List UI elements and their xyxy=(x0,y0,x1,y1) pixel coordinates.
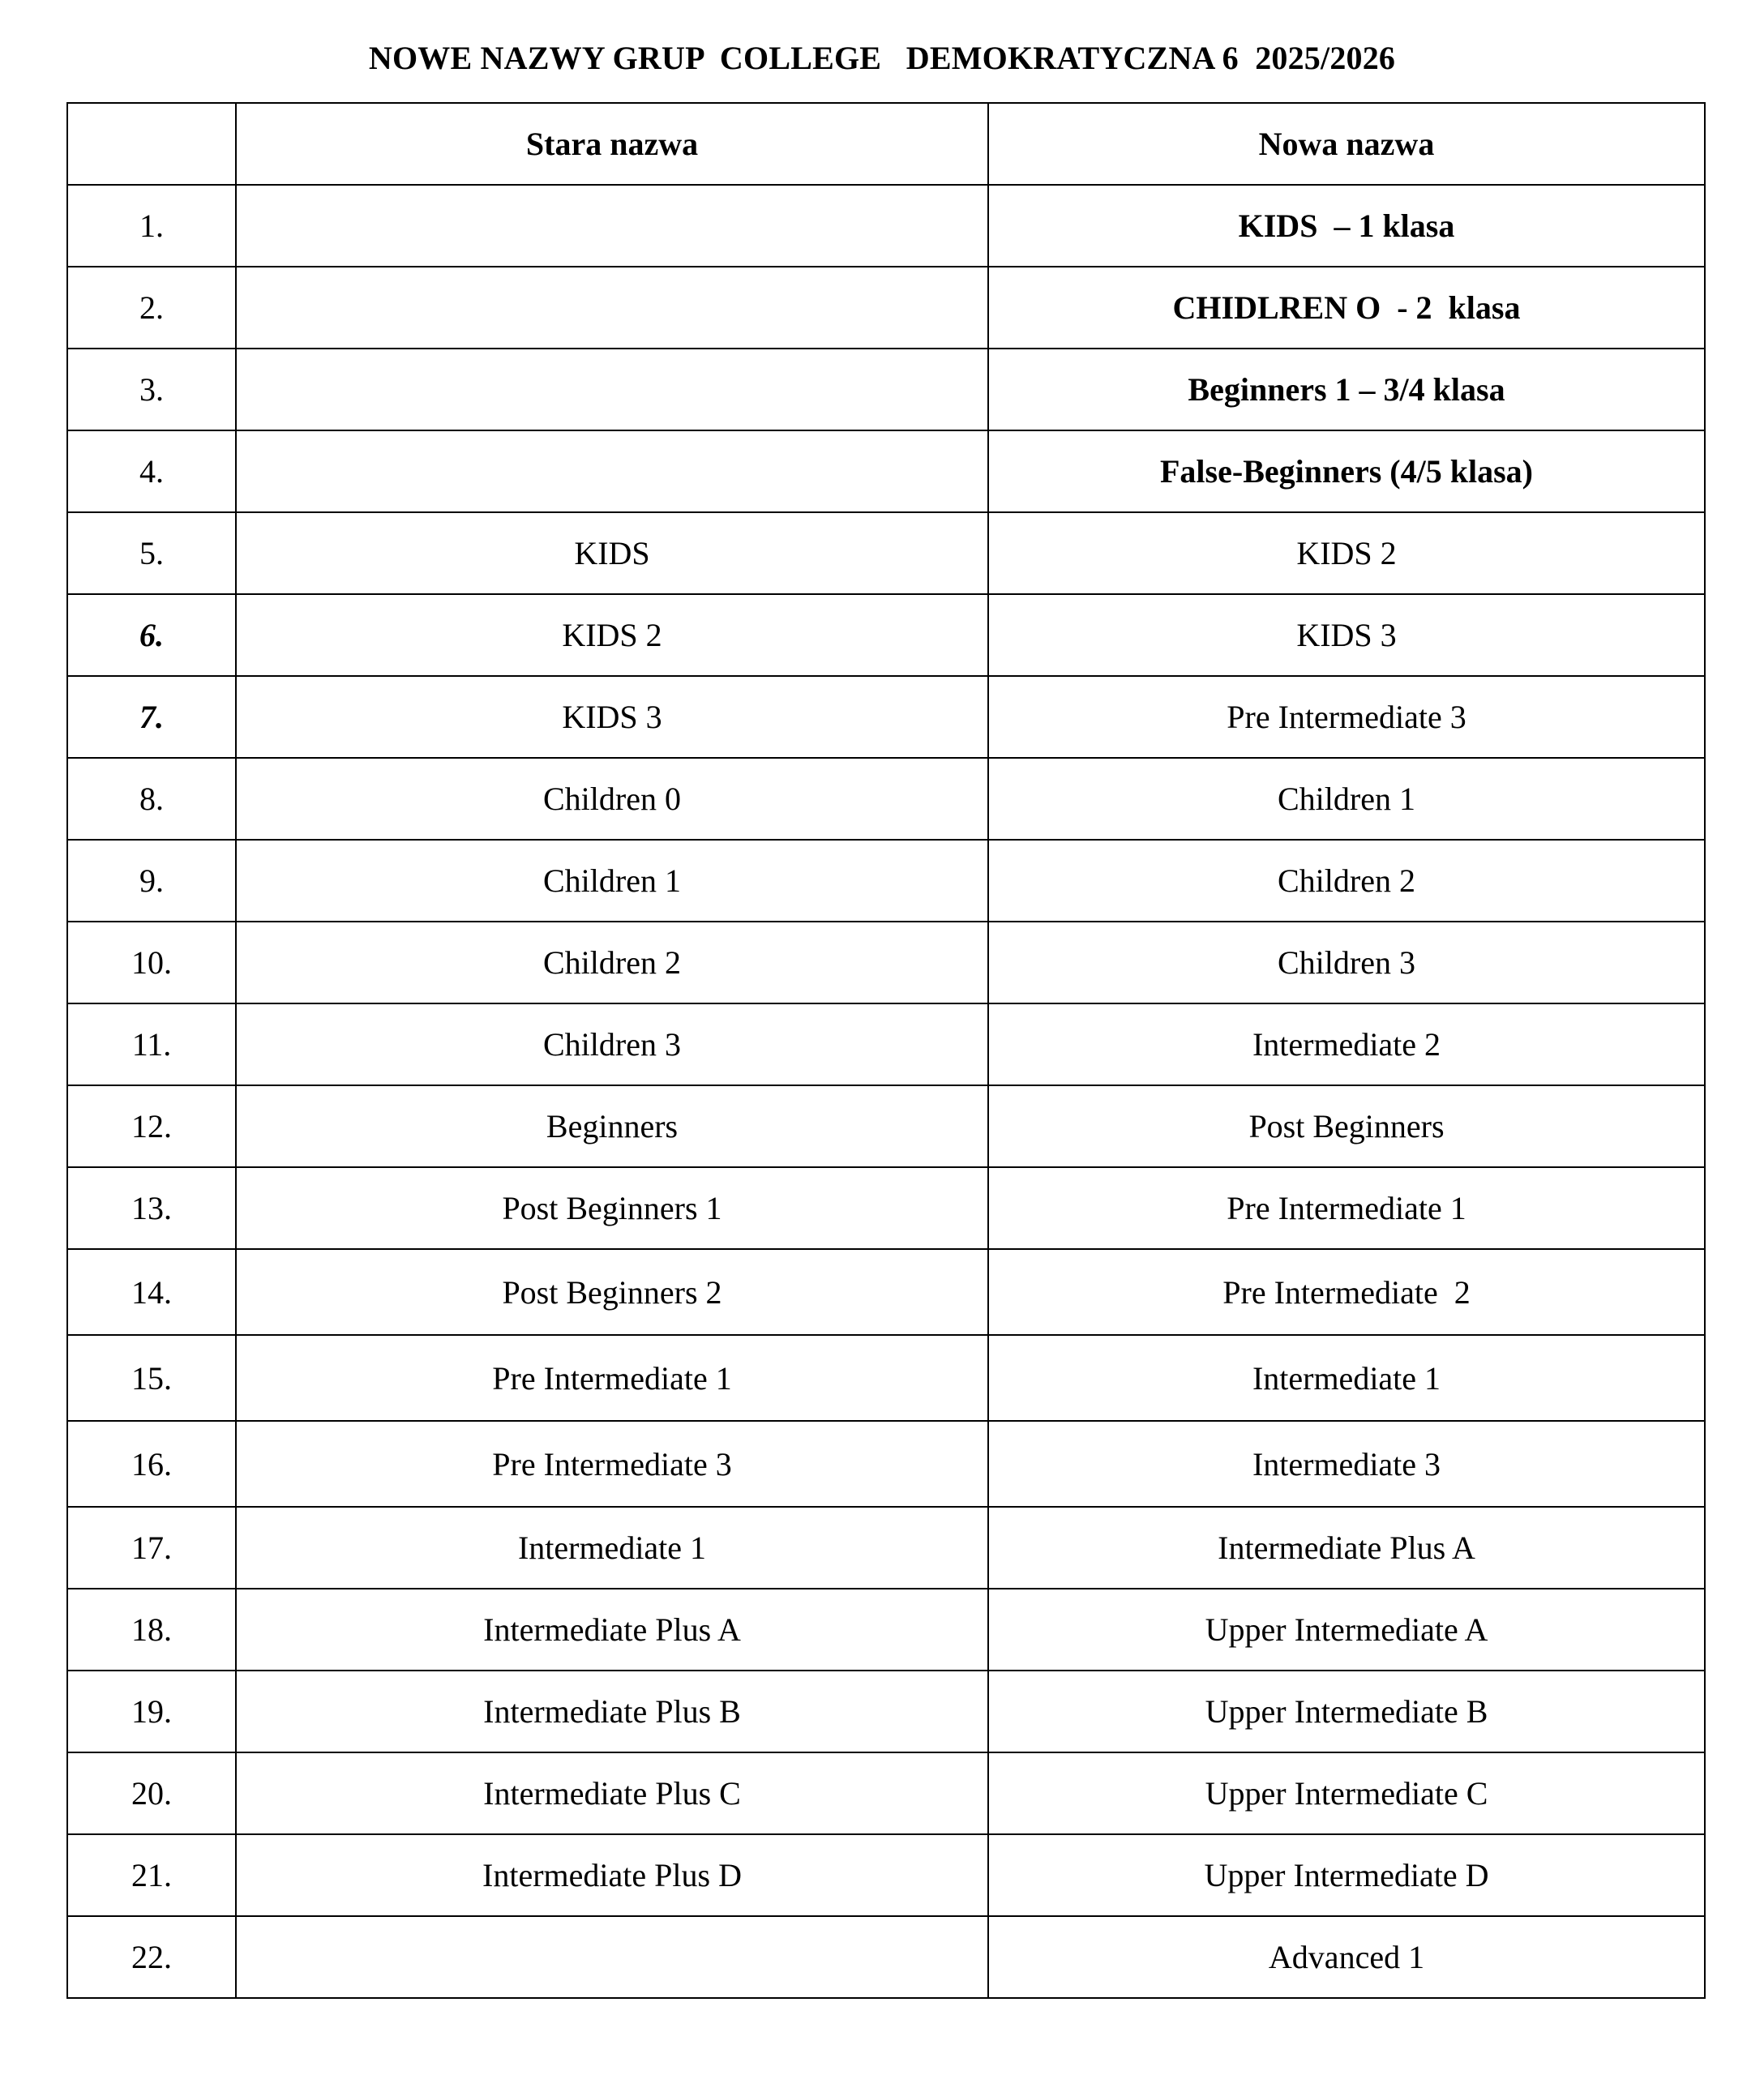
table-row xyxy=(67,512,1705,594)
new-name-cell: Intermediate 3 xyxy=(988,1421,1705,1507)
new-name-cell: Children 2 xyxy=(988,840,1705,922)
table-row xyxy=(67,922,1705,1003)
table-header-row xyxy=(67,103,1705,185)
table-row xyxy=(67,1589,1705,1671)
row-number: 22. xyxy=(67,1916,236,1998)
header-number xyxy=(67,103,236,185)
table-row xyxy=(67,840,1705,922)
table-row xyxy=(67,758,1705,840)
table-body xyxy=(67,103,1705,1998)
row-number: 1. xyxy=(67,185,236,267)
row-number: 17. xyxy=(67,1507,236,1589)
group-names-table xyxy=(66,102,1706,1999)
old-name-cell: KIDS 2 xyxy=(236,594,988,676)
table-row xyxy=(67,349,1705,430)
new-name-cell: Upper Intermediate A xyxy=(988,1589,1705,1671)
new-name-cell: Upper Intermediate B xyxy=(988,1671,1705,1752)
new-name-cell: Post Beginners xyxy=(988,1085,1705,1167)
row-number: 16. xyxy=(67,1421,236,1507)
table-row xyxy=(67,185,1705,267)
new-name-cell: Pre Intermediate 1 xyxy=(988,1167,1705,1249)
old-name-cell: Children 3 xyxy=(236,1003,988,1085)
row-number: 5. xyxy=(67,512,236,594)
table-row xyxy=(67,1003,1705,1085)
table-row xyxy=(67,1671,1705,1752)
table-row xyxy=(67,267,1705,349)
row-number: 8. xyxy=(67,758,236,840)
new-name-cell: Pre Intermediate 3 xyxy=(988,676,1705,758)
header-new-name: Nowa nazwa xyxy=(988,103,1705,185)
table-row xyxy=(67,1421,1705,1507)
old-name-cell: KIDS 3 xyxy=(236,676,988,758)
new-name-cell: Children 3 xyxy=(988,922,1705,1003)
row-number: 13. xyxy=(67,1167,236,1249)
table-row xyxy=(67,594,1705,676)
row-number: 9. xyxy=(67,840,236,922)
row-number: 20. xyxy=(67,1752,236,1834)
row-number: 19. xyxy=(67,1671,236,1752)
row-number: 18. xyxy=(67,1589,236,1671)
row-number: 14. xyxy=(67,1249,236,1335)
old-name-cell: Intermediate Plus D xyxy=(236,1834,988,1916)
old-name-cell: Pre Intermediate 3 xyxy=(236,1421,988,1507)
row-number: 15. xyxy=(67,1335,236,1421)
row-number: 21. xyxy=(67,1834,236,1916)
table-row xyxy=(67,1167,1705,1249)
new-name-cell: Advanced 1 xyxy=(988,1916,1705,1998)
old-name-cell xyxy=(236,349,988,430)
table-row xyxy=(67,1834,1705,1916)
old-name-cell: Intermediate Plus A xyxy=(236,1589,988,1671)
old-name-cell: Children 1 xyxy=(236,840,988,922)
new-name-cell: CHIDLREN O - 2 klasa xyxy=(988,267,1705,349)
table-row xyxy=(67,1507,1705,1589)
new-name-cell: Intermediate 1 xyxy=(988,1335,1705,1421)
old-name-cell xyxy=(236,430,988,512)
new-name-cell: Beginners 1 – 3/4 klasa xyxy=(988,349,1705,430)
old-name-cell: Pre Intermediate 1 xyxy=(236,1335,988,1421)
row-number: 10. xyxy=(67,922,236,1003)
old-name-cell: Children 0 xyxy=(236,758,988,840)
table-row xyxy=(67,430,1705,512)
document-title: NOWE NAZWY GRUP COLLEGE DEMOKRATYCZNA 6 2025/2026 xyxy=(368,40,1396,76)
table-row xyxy=(67,1752,1705,1834)
table-row xyxy=(67,676,1705,758)
old-name-cell xyxy=(236,185,988,267)
row-number: 7. xyxy=(67,676,236,758)
new-name-cell: Intermediate Plus A xyxy=(988,1507,1705,1589)
row-number: 3. xyxy=(67,349,236,430)
new-name-cell: KIDS – 1 klasa xyxy=(988,185,1705,267)
new-name-cell: KIDS 2 xyxy=(988,512,1705,594)
old-name-cell: Beginners xyxy=(236,1085,988,1167)
old-name-cell: Intermediate 1 xyxy=(236,1507,988,1589)
table-row xyxy=(67,1249,1705,1335)
row-number: 2. xyxy=(67,267,236,349)
old-name-cell xyxy=(236,1916,988,1998)
new-name-cell: Pre Intermediate 2 xyxy=(988,1249,1705,1335)
old-name-cell xyxy=(236,267,988,349)
row-number: 6. xyxy=(67,594,236,676)
row-number: 4. xyxy=(67,430,236,512)
old-name-cell: Post Beginners 2 xyxy=(236,1249,988,1335)
new-name-cell: KIDS 3 xyxy=(988,594,1705,676)
new-name-cell: Children 1 xyxy=(988,758,1705,840)
table-row xyxy=(67,1085,1705,1167)
old-name-cell: Intermediate Plus C xyxy=(236,1752,988,1834)
old-name-cell: KIDS xyxy=(236,512,988,594)
table-row xyxy=(67,1916,1705,1998)
table-row xyxy=(67,1335,1705,1421)
new-name-cell: Upper Intermediate D xyxy=(988,1834,1705,1916)
row-number: 12. xyxy=(67,1085,236,1167)
new-name-cell: Intermediate 2 xyxy=(988,1003,1705,1085)
row-number: 11. xyxy=(67,1003,236,1085)
old-name-cell: Post Beginners 1 xyxy=(236,1167,988,1249)
old-name-cell: Intermediate Plus B xyxy=(236,1671,988,1752)
old-name-cell: Children 2 xyxy=(236,922,988,1003)
new-name-cell: Upper Intermediate C xyxy=(988,1752,1705,1834)
header-old-name: Stara nazwa xyxy=(236,103,988,185)
new-name-cell: False-Beginners (4/5 klasa) xyxy=(988,430,1705,512)
